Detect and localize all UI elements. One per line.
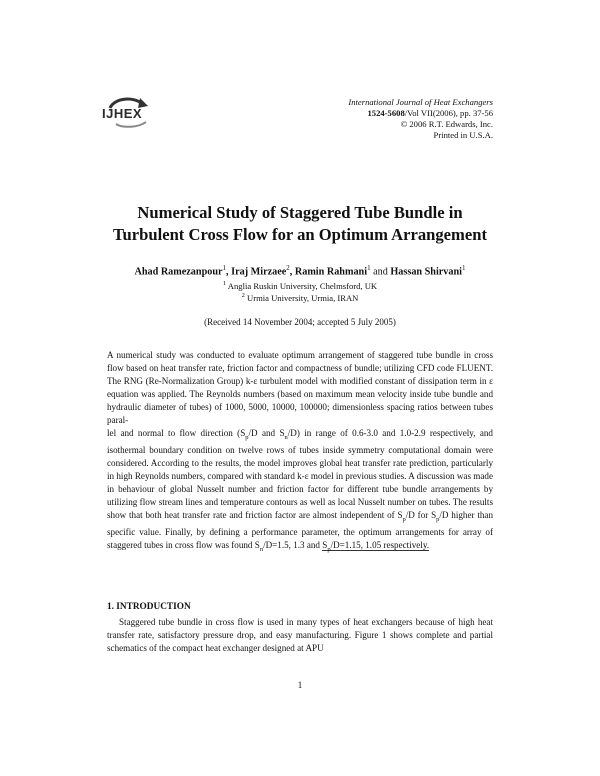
- affiliation-2-text: Urmia University, Urmia, IRAN: [247, 292, 359, 303]
- abstract-para-2: [107, 427, 493, 555]
- abstract-text: /D=1.5, 1.3 and: [263, 539, 323, 550]
- author-1-affil: 1: [222, 264, 227, 272]
- author-list: [0, 264, 600, 277]
- author-2-affil: 2: [286, 264, 290, 272]
- subscript: p: [402, 515, 406, 523]
- volume-pages: /Vol VII(2006), pp. 37-56: [404, 108, 493, 118]
- journal-logo-text: IJHEX: [102, 106, 143, 121]
- journal-name: International Journal of Heat Exchangers: [348, 97, 493, 107]
- author-4-affil: 1: [462, 264, 466, 272]
- subscript: p: [327, 545, 331, 553]
- copyright: © 2006 R.T. Edwards, Inc.: [400, 119, 493, 129]
- affiliation-2: [0, 291, 600, 303]
- author-3: Ramin Rahmani: [294, 266, 368, 278]
- subscript: p: [436, 515, 440, 523]
- title-line-2: Turbulent Cross Flow for an Optimum Arrangement: [113, 225, 487, 244]
- printed-in: Printed in U.S.A.: [433, 130, 493, 140]
- affiliation-1-text: Anglia Ruskin University, Chelmsford, UK: [227, 280, 378, 291]
- abstract-text: lel and normal to flow direction (S: [107, 428, 246, 438]
- journal-issn: [348, 108, 493, 119]
- abstract-text: /D and S: [248, 428, 285, 438]
- author-1: Ahad Ramezanpour: [134, 266, 223, 278]
- paper-title: [0, 202, 600, 246]
- abstract-para-1: A numerical study was conducted to evaluate optimum arrangement of staggered tube bundle in cross flow based on heat transfer rate, friction factor and compactness of bundle; utilizing CFD code FLUENT. The RNG (Re-Normalization Group) k-ε turbulent model with modified constant of dissipation term in ε equation was applied. The Reynolds numbers (based on maximum mean velocity inside tube bundle and hydraulic diameter of tubes) of 1000, 5000, 10000, 100000; dimensionless spacing ratios between tubes paral-: [107, 350, 493, 425]
- abstract-text: /D for S: [405, 509, 437, 520]
- abstract: [107, 349, 493, 555]
- received-dates: (Received 14 November 2004; accepted 5 July 2005): [204, 317, 396, 327]
- page-number: 1: [297, 680, 303, 690]
- title-line-1: Numerical Study of Staggered Tube Bundle in: [137, 203, 463, 222]
- affiliation-2-number: 2: [241, 292, 245, 299]
- author-and: and: [373, 266, 388, 278]
- subscript: n: [259, 545, 264, 553]
- subscript: p: [245, 433, 249, 441]
- author-3-affil: 1: [367, 264, 371, 272]
- separator: ,: [289, 266, 293, 278]
- affiliation-1-number: 1: [222, 280, 227, 287]
- introduction-text: Staggered tube bundle in cross flow is used in many types of heat exchangers because of high heat transfer rate, satisfactory pressure drop, and easy manufacturing. Figure 1 shows complete and partial schematics of the compact heat exchanger designed at APU: [107, 617, 493, 653]
- abstract-text: /D) in range of 0.6-3.0 and 1.0-2.9 respectively, and isothermal boundary condition on twelve rows of tubes inside symmetry computational domain were considered. According to the results, the model improves global heat transfer rate prediction, particularly in high Reynolds numbers, compared with standard k-ε model in previous studies. A discussion was made in behaviour of global Nusselt number and friction factor for different tube bundle arrangements by utilizing flow stream lines and temperature contours as well as local Nusselt number on tubes. The results show that both heat transfer rate and friction factor are almost independent of S: [107, 428, 493, 520]
- section-heading-introduction: 1. INTRODUCTION: [107, 602, 191, 612]
- separator: ,: [226, 266, 229, 278]
- subscript: n: [284, 433, 288, 441]
- abstract-text: /D higher than specific value. Finally, by defining a performance parameter, the optimum arrangements for array of staggered tubes in cross flow was found S: [107, 509, 493, 550]
- abstract-tail: [322, 540, 429, 551]
- journal-info: [348, 97, 493, 141]
- affiliation-1: [0, 279, 600, 291]
- issn: 1524-5608: [367, 108, 405, 118]
- abstract-text: S: [322, 539, 328, 550]
- author-2: Iraj Mirzaee: [231, 266, 287, 278]
- abstract-text: /D=1.15, 1.05 respectively.: [330, 539, 430, 550]
- author-4: Hassan Shirvani: [390, 266, 462, 278]
